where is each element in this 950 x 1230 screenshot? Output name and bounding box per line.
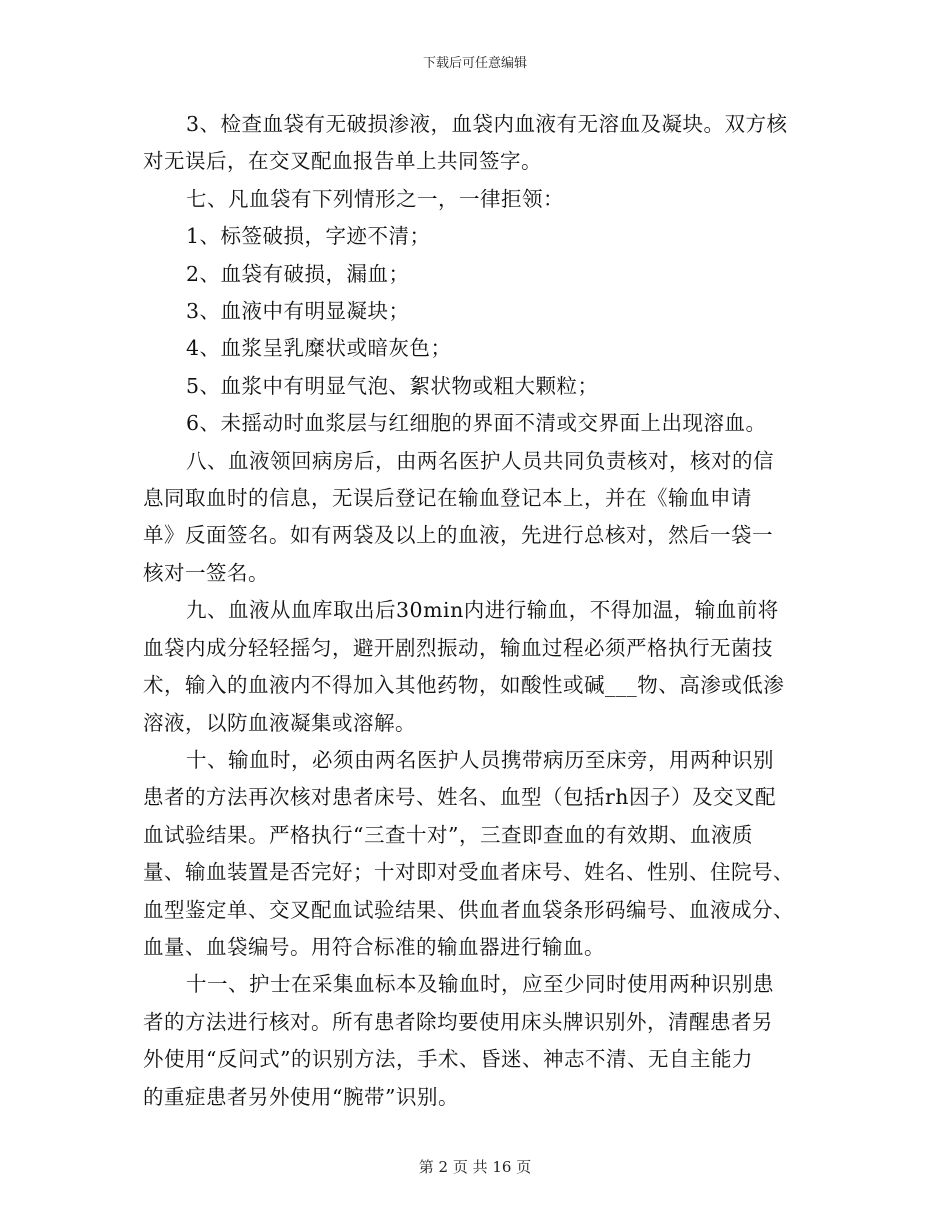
- text-line: 血型鉴定单、交叉配血试验结果、供血者血袋条形码编号、血液成分、: [143, 897, 794, 922]
- text-line: 外使用“反问式”的识别方法，手术、昏迷、神志不清、无自主能力: [143, 1047, 753, 1072]
- text-line: 七、凡血袋有下列情形之一，一律拒领：: [186, 186, 564, 211]
- text-line: 血袋内成分轻轻摇匀，避开剧烈振动，输血过程必须严格执行无菌技: [143, 635, 773, 660]
- text-line: 核对一签名。: [143, 560, 269, 585]
- text-line: 3、检查血袋有无破损渗液，血袋内血液有无溶血及凝块。双方核: [186, 112, 788, 136]
- document-body: [143, 106, 807, 1116]
- text-line: 的重症患者另外使用“腕带”识别。: [143, 1084, 459, 1109]
- text-line: 2、血袋有破损，漏血；: [186, 261, 410, 286]
- text-line: 6、未摇动时血浆层与红细胞的界面不清或交界面上出现溶血。: [186, 411, 767, 436]
- text-line: 八、血液领回病房后，由两名医护人员共同负责核对，核对的信: [186, 448, 774, 473]
- text-line: 4、血浆呈乳糜状或暗灰色；: [186, 336, 452, 361]
- text-line: 患者的方法再次核对患者床号、姓名、血型（包括rh因子）及交叉配: [143, 785, 777, 810]
- text-line: 单》反面签名。如有两袋及以上的血液，先进行总核对，然后一袋一: [143, 523, 773, 548]
- text-line: 对无误后，在交叉配血报告单上共同签字。: [143, 149, 542, 174]
- page-number-footer: 第 2 页 共 16 页: [418, 1158, 532, 1176]
- text-line: 术，输入的血液内不得加入其他药物，如酸性或碱___物、高渗或低渗: [143, 673, 785, 698]
- text-line: 十一、护士在采集血标本及输血时，应至少同时使用两种识别患: [186, 972, 774, 997]
- text-line: 溶液，以防血液凝集或溶解。: [143, 710, 416, 735]
- text-line: 1、标签破损，字迹不清；: [186, 224, 431, 249]
- text-line: 十、输血时，必须由两名医护人员携带病历至床旁，用两种识别: [186, 747, 774, 772]
- text-line: 5、血浆中有明显气泡、絮状物或粗大颗粒；: [186, 373, 599, 398]
- page-header: 下载后可任意编辑: [422, 56, 527, 71]
- text-line: 量、输血装置是否完好；十对即对受血者床号、姓名、性别、住院号、: [143, 860, 794, 885]
- text-line: 息同取血时的信息，无误后登记在输血登记本上，并在《输血申请: [143, 486, 752, 511]
- text-line: 血试验结果。严格执行“三查十对”，三查即查血的有效期、血液质: [143, 822, 753, 847]
- text-line: 3、血液中有明显凝块；: [186, 299, 410, 324]
- text-line: 九、血液从血库取出后30min内进行输血，不得加温，输血前将: [186, 598, 779, 623]
- text-line: 者的方法进行核对。所有患者除均要使用床头牌识别外，清醒患者另: [143, 1009, 773, 1034]
- text-line: 血量、血袋编号。用符合标准的输血器进行输血。: [143, 934, 605, 959]
